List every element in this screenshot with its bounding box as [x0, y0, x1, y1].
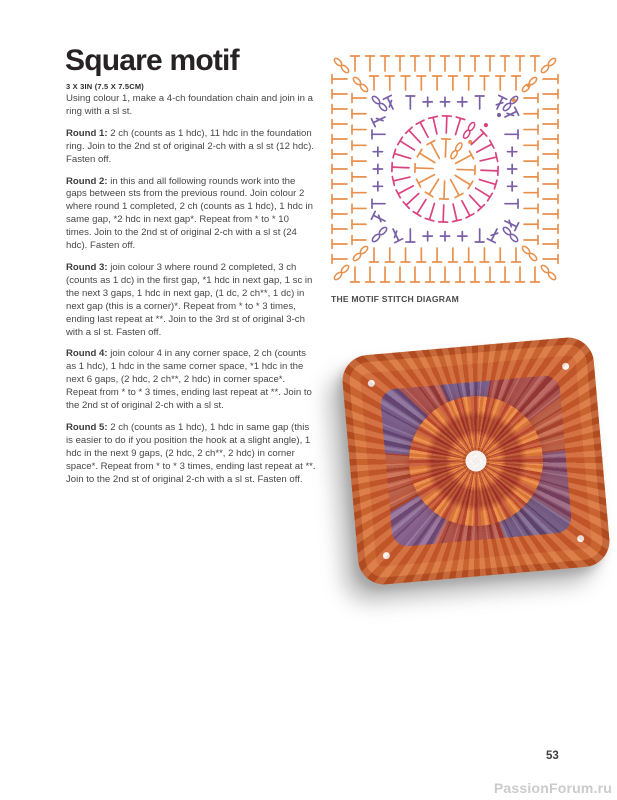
center-hole [465, 450, 488, 473]
instructions-column [66, 93, 316, 495]
variegated-ring [379, 374, 572, 547]
center-rounds [404, 390, 549, 531]
round-instruction: Round 4: join colour 4 in any corner space, 2 ch (counts as 1 hdc), 1 hdc in the same corner space, *1 hdc in the next 6 gaps, (2 hdc, 2 ch**, 2 hdc) in corner space*. Repeat from * to * 3 times, ending last repeat at **. Join to the 2nd st of original 2-ch with a sl st. [66, 348, 312, 412]
page-title: Square motif [65, 44, 239, 77]
watermark: PassionForum.ru [493, 780, 612, 796]
crocheted-square [340, 335, 611, 586]
intro-paragraph: Using colour 1, make a 4-ch foundation chain and join in a ring with a sl st. [66, 93, 313, 117]
motif-photo [336, 334, 612, 606]
round-instruction: Round 5: 2 ch (counts as 1 hdc), 1 hdc in same gap (this is easier to do if you position the hook at a slight angle), 1 hdc in the next 9 gaps, (2 hdc, 2 ch**, 2 hdc) in corner space*. Repeat from * to * 3 times, ending last repeat at **. Join to the 2nd st of original 2-ch with a sl st. Fasten off. [66, 421, 316, 485]
round-instruction: Round 3: join colour 3 where round 2 completed, 3 ch (counts as 1 dc) in the first gap, *1 hdc in next gap, 1 sc in the next 3 gaps, 1 hdc in next gap, (1 dc, 2 ch**, 1 dc) in next gap (this is a corner)*. Repeat from * to * 3 times, ending last repeat at **. Join to the 3rd st of original 3-ch with a sl st. Fasten off. [66, 261, 313, 338]
round-instructions [66, 128, 316, 487]
page-number: 53 [546, 750, 559, 762]
motif-stitch-diagram [326, 50, 564, 288]
round-instruction: Round 2: in this and all following rounds work into the gaps between sts from the previous round. Join colour 2 where round 1 completed, 2 ch (counts as 1 hdc), 1 hdc in same gap, *2 hdc in next gap*. Repeat from * to * 10 times. Join to the 2nd st of original 2-ch with a sl st (24 hdc). Fasten off. [66, 175, 313, 252]
corner-eyelet [562, 363, 570, 371]
corner-eyelet [368, 380, 376, 388]
stitch-diagram-svg [326, 50, 564, 288]
motif-size-subtitle: 3 X 3IN (7.5 X 7.5CM) [66, 82, 144, 91]
corner-eyelet [577, 535, 585, 543]
round-instruction: Round 1: 2 ch (counts as 1 hdc), 11 hdc in the foundation ring. Join to the 2nd st of original 2-ch with a sl st (12 hdc). Fasten off. [66, 127, 314, 165]
diagram-caption: THE MOTIF STITCH DIAGRAM [331, 294, 459, 304]
corner-eyelet [383, 552, 391, 560]
